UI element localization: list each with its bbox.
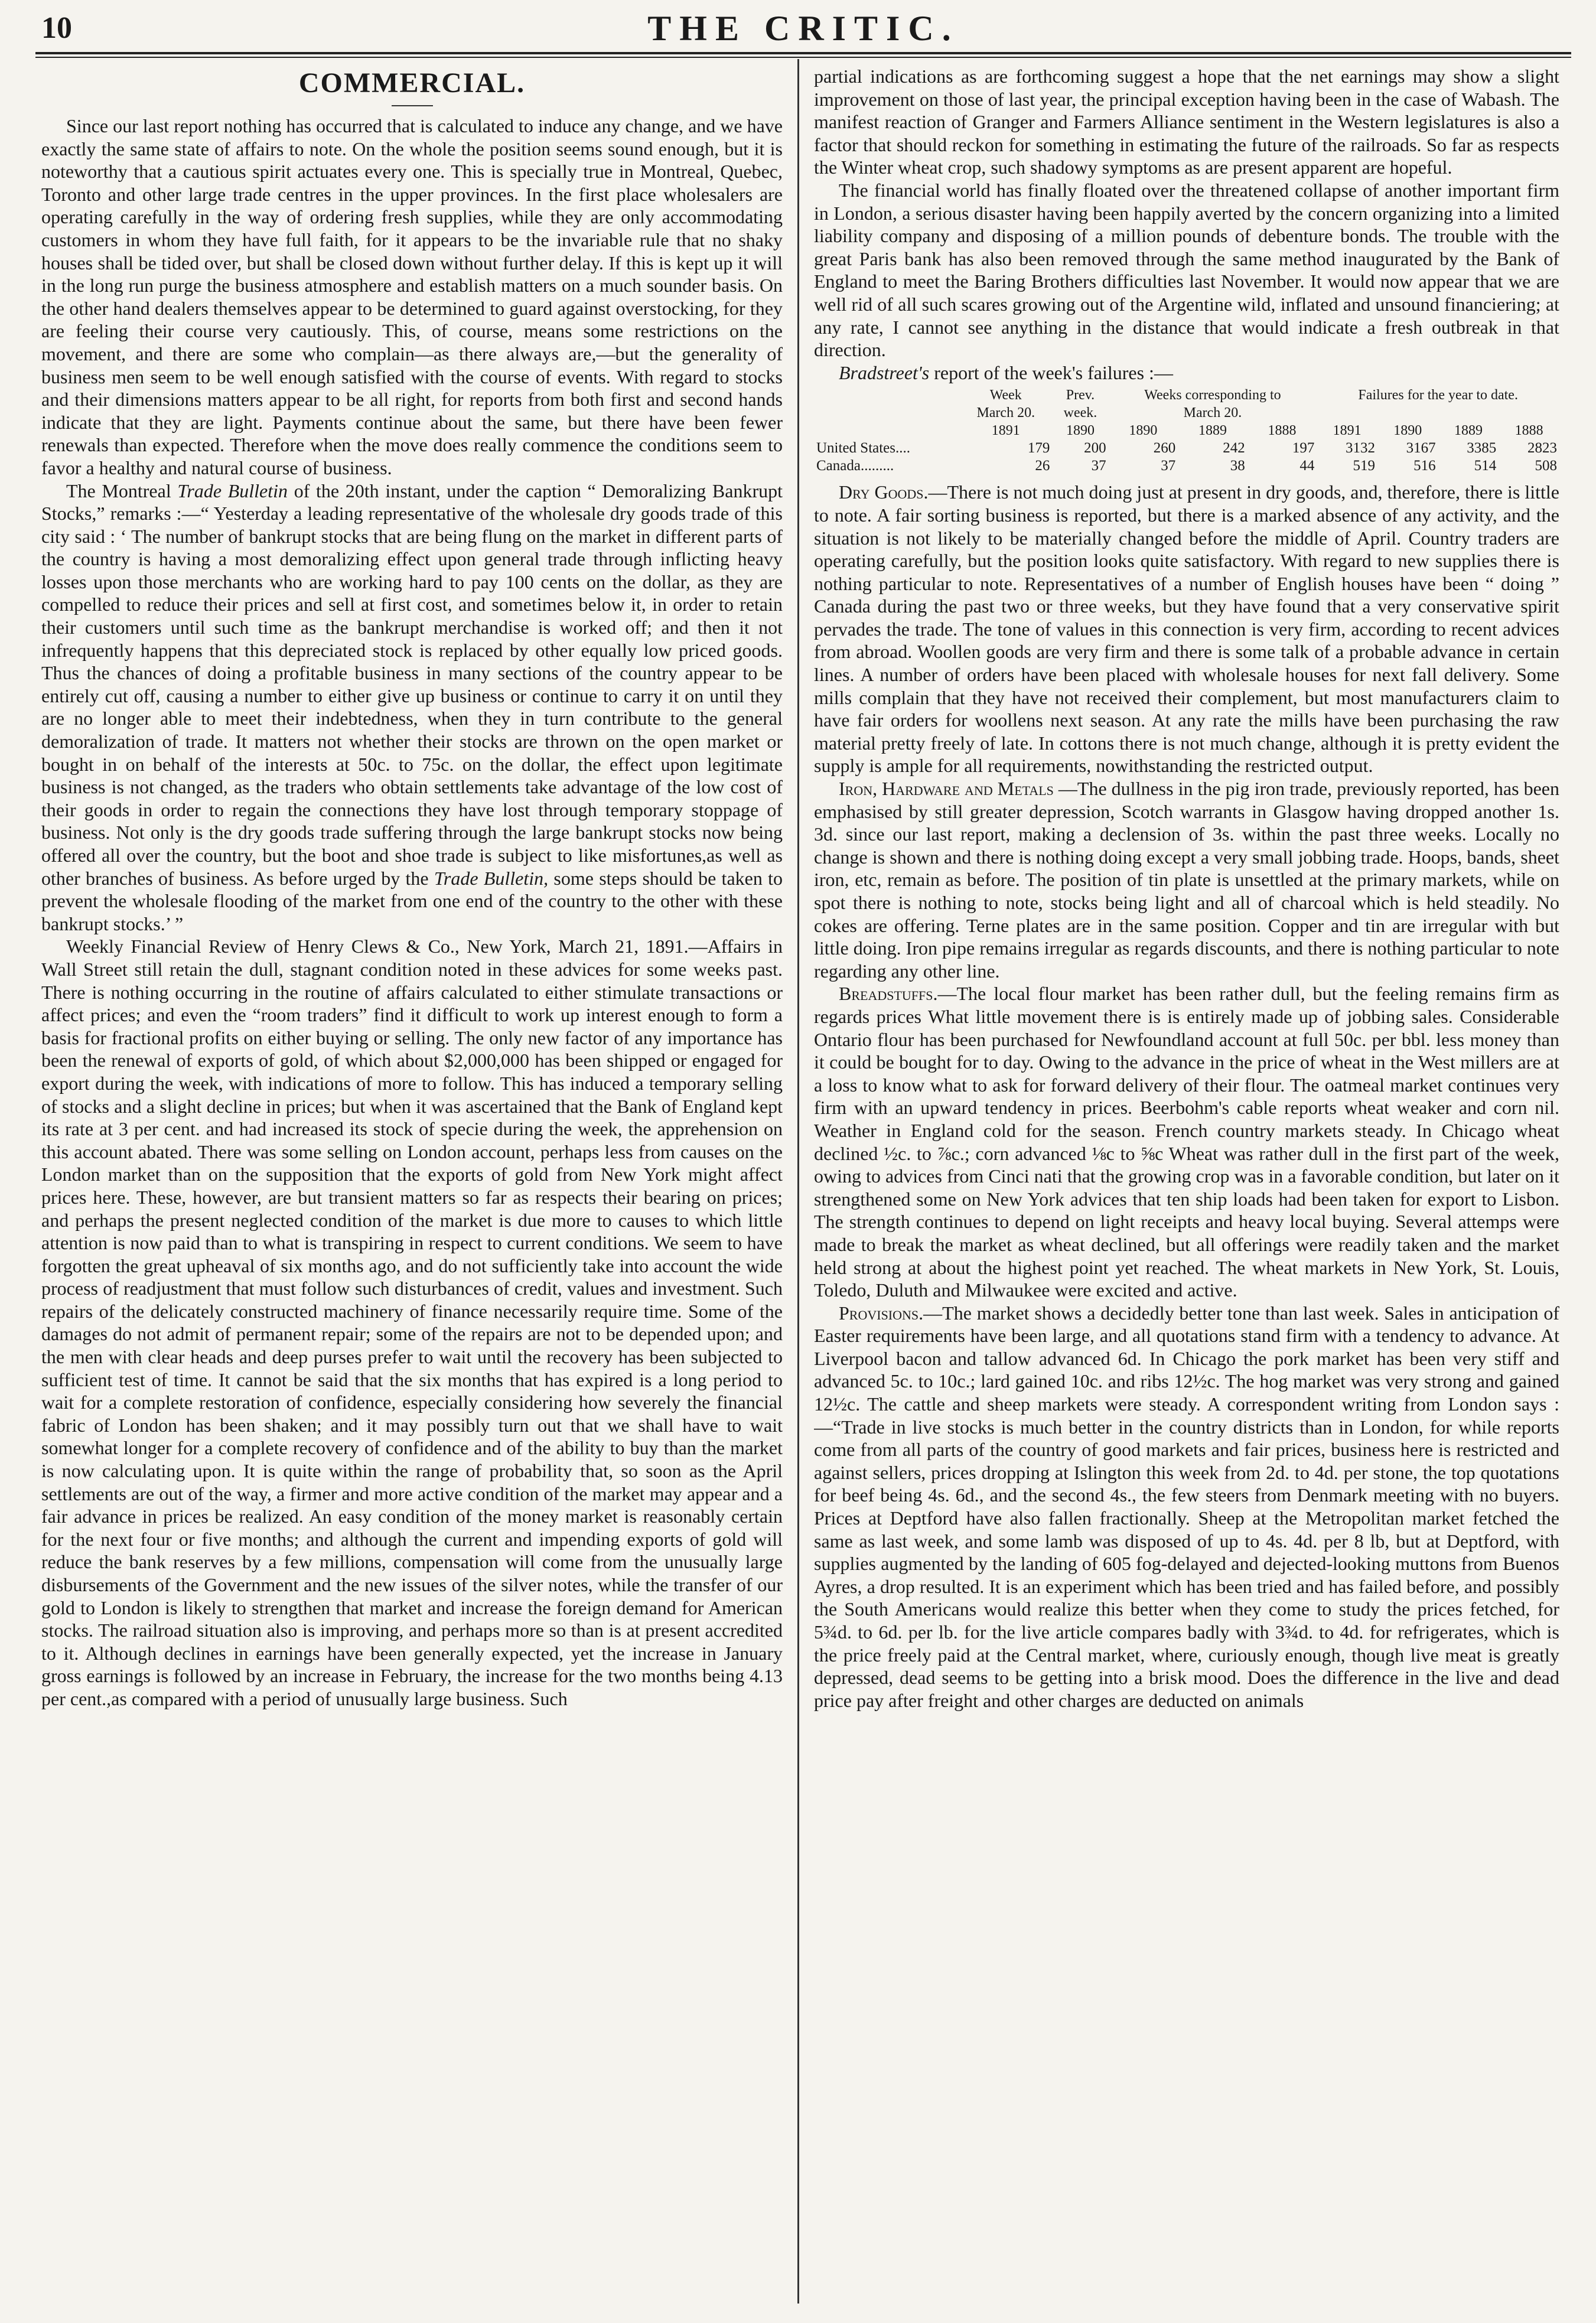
table-cell: 200 xyxy=(1084,440,1106,457)
failures-table xyxy=(814,386,1559,475)
text-run: —The local flour market has been rather dull, but the feeling remains firm as regards prices What little movement there is is entirely made up of jobbing sales. Considerable Ontario flour has been purchased for Newfoundland account at full 50c. per bbl. less money than it could be bought for to day. Owing to the advance in the price of wheat in the West millers are at a loss to know what to ask for forward delivery of their flour. The oatmeal market continues very firm with an upward tendency in prices. Beerbohm's cable reports wheat weaker and corn nil. Weather in England cold for the season. French country markets steady. In Chicago wheat declined ½c. to ⅞c.; corn advanced ⅛c to ⅝c Wheat was rather dull in the first part of the week, owing to advices from Cinci nati that the growing crop was in a favorable condition, but later on it strengthened some on New York advices that ten ship loads had been taken for export to Lisbon. The strength continues to depend on light receipts and heavy local buying. Several attemps were made to break the market as wheat declined, but all offerings were readily taken and the market held strong at about the highest point yet reached. The wheat markets in New York, St. Louis, Toledo, Duluth and Milwaukee were excited and active. xyxy=(814,983,1559,1301)
table-cell: 242 xyxy=(1223,440,1245,457)
year-cell: 1890 xyxy=(1393,423,1422,439)
table-cell: 3132 xyxy=(1345,440,1375,457)
section-title: COMMERCIAL. xyxy=(298,67,526,99)
paragraph-provisions xyxy=(814,1302,1559,1712)
table-header-cell: Weeks corresponding to xyxy=(1144,387,1281,403)
table-cell xyxy=(814,422,959,439)
year-cell: 1889 xyxy=(1454,423,1483,439)
publication-name: Trade Bulletin, xyxy=(434,867,549,889)
paragraph-trade-bulletin xyxy=(41,480,783,936)
page-header xyxy=(41,8,1565,50)
paragraph-bradstreet-intro xyxy=(814,361,1559,385)
text-run: some steps should be taken to prevent the wholesale flooding of the market from one end of the country to the other with these bankrupt stocks.’ ” xyxy=(41,867,783,934)
subsection-heading: Dry Goods. xyxy=(839,481,929,503)
row-label: United States.... xyxy=(816,440,911,457)
table-cell: 37 xyxy=(1161,458,1176,474)
paragraph-financial-world: The financial world has finally floated over the threatened collapse of another important firm in London, a serious disaster having been happily averted by the concern organizing into a limited liability company and disposing of a million pounds of debenture bonds. The trouble with the great Paris bank has also been removed through the same method inaugurated by the Bank of England to meet the Baring Brothers difficulties last November. It would now appear that we are well rid of all such scares growing out of the Argentine wild, inflated and unsound financiering; at any rate, I cannot see anything in the distance that would indicate a fresh outbreak in that direction. xyxy=(814,179,1559,361)
header-rule-thick xyxy=(35,52,1571,54)
subsection-heading: Iron, Hardware and Metals xyxy=(839,778,1054,800)
table-header-cell: March 20. xyxy=(1183,405,1242,421)
year-cell: 1889 xyxy=(1198,423,1227,439)
table-row-canada xyxy=(814,457,1559,475)
table-cell: 44 xyxy=(1299,458,1315,474)
table-cell: 37 xyxy=(1091,458,1106,474)
table-cell: 519 xyxy=(1353,458,1375,474)
table-cell: 38 xyxy=(1230,458,1245,474)
subsection-heading: Provisions. xyxy=(839,1302,924,1324)
table-header-cell: March 20. xyxy=(976,405,1035,421)
column-divider xyxy=(797,59,799,2304)
paragraph-breadstuffs xyxy=(814,982,1559,1301)
year-cell: 1888 xyxy=(1268,423,1297,439)
table-cell: 260 xyxy=(1153,440,1176,457)
text-run: of the 20th instant, under the caption “ Demoralizing Bankrupt Stocks,” remarks :—“ Yesterday a leading representative of the wholesale dry goods trade of this city said : ‘ The number of bankrupt stocks that are being flung on the market in different parts of the country is having a most demoralizing effect upon general trade through inflicting heavy losses upon those merchants who are working hard to pay 100 cents on the dollar, as they are compelled to reduce their prices and sell at first cost, and sometimes below it, in order to retain their customers until such time as the bankrupt merchandise is worked off; and then it not infrequently happens that this depreciated stock is replaced by other equally low priced goods. Thus the chances of doing a profitable business in many sections of the country appear to be entirely cut off, causing a number to either give up business or continue to carry it on until they are no longer able to meet their indebtedness, when they in turn contribute to the general demoralization of trade. It matters not whether their stocks are thrown on the open market or bought in on behalf of the interests at 50c. to 75c. on the dollar, the effect upon legitimate business is not changed, as the traders who obtain settlements take advantage of the low cost of their goods in order to regain the connections they have lost through temporary stoppage of business. Not only is the dry goods trade suffering through the large bankrupt stocks now being offered all over the country, but the boot and shoe trade is subject to like misfortunes,as well as other branches of business. As before urged by the xyxy=(41,480,783,889)
paragraph-continuation: partial indications as are forthcoming suggest a hope that the net earnings may show a slight improvement on those of last year, the principal exception having been in the case of Wabash. The manifest reaction of Granger and Farmers Alliance sentiment in the Western legislatures is also a factor that should reckon for something in estimating the future of the railroads. So far as respects the Winter wheat crop, such shadowy symptoms as are present apparent are hopeful. xyxy=(814,66,1559,178)
year-cell: 1891 xyxy=(991,423,1020,439)
text-run: —The market shows a decidedly better tone than last week. Sales in anticipation of Easter requirements have been large, and all quotations stand firm with a tendency to advance. At Liverpool bacon and tallow advanced 6d. In Chicago the pork market has been very stiff and advanced 5c. to 10c.; lard gained 10c. and ribs 12½c. The hog market was very strong and gained 12½c. The cattle and sheep markets were steady. A correspondent writing from London says :—“Trade in live stocks is much better in the country districts than in London, for while reports come from all parts of the country of good markets and fair prices, business here is restricted and against sellers, prices dropping at Islington this week from 2d. to 4d. per stone, the top quotations for beef being 4s. 6d., and the second 4s., the few steers from Denmark meeting with no buyers. Prices at Deptford have also fallen fractionally. Sheep at the Metropolitan market fetched the same as last week, and some lamb was disposed of up to 4s. 4d. per 8 lb, but at Deptford, with supplies augmented by the landing of 605 fog-delayed and dejected-looking muttons from Buenos Ayres, a drop resulted. It is an experiment which has been tried and has failed before, and possibly the South Americans would realize this better when they come to study the prices fetched, for 5¾d. to 6d. per lb. for the live article compares badly with 3¾d. to 4d. for refrigerates, which is the price freely paid at the Central market, where, curiously enough, though live meat is greatly depressed, dead seems to be getting into a brisk mood. Does the difference in the live and dead price pay after freight and other charges are deducted on animals xyxy=(814,1302,1559,1711)
table-cell: 179 xyxy=(1027,440,1050,457)
year-cell: 1890 xyxy=(1066,423,1095,439)
year-cell: 1890 xyxy=(1129,423,1158,439)
text-run: report of the week's failures :— xyxy=(929,361,1173,383)
table-cell: 197 xyxy=(1292,440,1315,457)
table-cell xyxy=(814,386,959,404)
table-cell: 2823 xyxy=(1527,440,1557,457)
paragraph-iron-hardware xyxy=(814,777,1559,982)
publication-name: Bradstreet's xyxy=(839,361,930,383)
year-cell: 1888 xyxy=(1514,423,1543,439)
journal-title: THE CRITIC. xyxy=(647,9,959,48)
table-cell: 26 xyxy=(1035,458,1050,474)
text-run: —The dullness in the pig iron trade, previously reported, has been emphasised by still greater depression, Scotch warrants in Glasgow having dropped another 1s. 3d. since our last report, making a declension of 3s. within the past three weeks. Locally no change is shown and there is nothing doing except a very small jobbing trade. Hoops, bands, sheet iron, etc, remain as before. The position of tin plate is unsettled at the primary markets, while on spot there is nothing to note, stocks being light and all of charcoal which is held steadily. No cokes are offering. Terne plates are in the same position. Copper and tin are irregular with but little doing. Iron pipe remains irregular as regards discounts, and there is nothing particular to note regarding any other line. xyxy=(814,778,1559,982)
table-row-united-states xyxy=(814,439,1559,457)
table-header-row xyxy=(814,404,1559,422)
table-cell: 508 xyxy=(1535,458,1557,474)
year-cell: 1891 xyxy=(1333,423,1362,439)
table-cell: 3167 xyxy=(1406,440,1436,457)
table-header-cell: week. xyxy=(1063,405,1097,421)
table-cell: 516 xyxy=(1413,458,1436,474)
table-header-cell: Week xyxy=(989,387,1022,403)
paragraph-market-report: Since our last report nothing has occurred that is calculated to induce any change, and we have exactly the same state of affairs to note. On the whole the position seems sound enough, but it is noteworthy that a cautious spirit actuates every one. This is specially true in Montreal, Quebec, Toronto and other large trade centres in the upper provinces. In the first place wholesalers are operating carefully in the way of ordering fresh supplies, while they are only accommodating customers in whom they have full faith, for it appears to be the invariable rule that no shaky houses shall be tided over, but shall be closed down without further delay. If this is kept up it will in the long run purge the business atmosphere and establish matters on a much sounder basis. On the other hand dealers themselves appear to be determined to guard against overstocking, for they are feeling their course very cautiously. This, of course, means some restrictions on the movement, and there are some who complain—as there always are,—but the generality of business men seem to be well enough satisfied with the course of events. With regard to stocks and their dimensions matters appear to be all right, for reports from both first and second hands indicate that they are light. Payments continue about the same, but there have been fewer renewals than expected. Therefore when the move does really commence the conditions seem to favor a healthy and natural course of business. xyxy=(41,115,783,478)
table-cell xyxy=(1317,404,1559,422)
left-column xyxy=(41,65,783,2304)
title-rule xyxy=(392,105,433,106)
publication-name: Trade Bulletin xyxy=(177,480,288,501)
paragraph-financial-review: Weekly Financial Review of Henry Clews & Co., New York, March 21, 1891.—Affairs in Wall Street still retain the dull, stagnant condition noted in these advices for some weeks past. There is nothing occurring in the routine of affairs calculated to either stimulate transactions or affect prices; and even the “room traders” find it difficult to work up interest enough to form a basis for fractional profits on either buying or selling. The only new factor of any importance has been the renewal of exports of gold, of which about $2,000,000 has been shipped or engaged for export during the week, with indications of more to follow. This has induced a temporary selling of stocks and a slight decline in prices; but when it was ascertained that the Bank of England kept its rate at 3 per cent. and had increased its stock of specie during the week, the apprehension on this account abated. There was some selling on London account, perhaps less from causes on the London market than on the supposition that the exports of gold from New York might affect prices here. These, however, are but transient matters so far as respects their bearing on prices; and perhaps the present neglected condition of the market is due more to causes to which little attention is now paid than to what is transpiring in respect to current conditions. We seem to have forgotten the great upheaval of six months ago, and do not sufficiently take into account the wide process of readjustment that must follow such disturbances of credit, values and investment. Such repairs of the delicately constructed machinery of finance necessarily require time. Some of the damages do not admit of permanent repair; some of the repairs are not to be depended upon; and the men with clear heads and deep purses prefer to wait until the recovery has been subjected to sufficient test of time. It cannot be said that the six months that has expired is a long period to wait for a complete restoration of confidence, especially considering how severely the financial fabric of London has been shaken; and it may possibly turn out that we shall have to wait somewhat longer for a complete recovery of confidence and of the ability to buy than the market is now calculating upon. It is quite within the range of probability that, so soon as the April settlements are out of the way, a firmer and more active condition of the market may appear and a fair advance in prices be realized. An easy condition of the money market is reasonably certain for the next four or five months; and although the current and impending exports of gold will reduce the bank reserves by a few millions, compensation will come from the unusually large disbursements of the Government and the new issues of the silver notes, while the transfer of our gold to London is likely to strengthen that market and increase the foreign demand for American stocks. The railroad situation also is improving, and perhaps more so than is at present accredited to it. Although declines in earnings have been generally expected, yet the increase in January gross earnings is followed by an increase in February, the increase for the two months being 4.13 per cent.,as compared with a period of unusually large business. Such xyxy=(41,936,783,1709)
text-run: The Montreal xyxy=(66,480,178,501)
table-header-row xyxy=(814,386,1559,404)
table-cell: 514 xyxy=(1474,458,1497,474)
table-header-cell: Failures for the year to date. xyxy=(1358,387,1518,403)
table-header-cell: Prev. xyxy=(1066,387,1095,403)
text-run: —There is not much doing just at present in dry goods, and, therefore, there is little to note. A fair sorting business is reported, but there is a marked absence of any activity, and the situation is not likely to be materially changed before the middle of April. Country traders are operating carefully, but the position looks quite satisfactory. With regard to new supplies there is nothing particular to note. Representatives of a number of English houses have been “ doing ” Canada during the past two or three weeks, but they have found that a very conservative spirit pervades the trade. The tone of values in this connection is very firm, according to recent advices from abroad. Woollen goods are very firm and there is some talk of a probable advance in certain lines. A number of orders have been placed with wholesale houses for next fall delivery. Some mills complain that they have not received their complement, but most manufacturers claim to have fair orders for woollens next season. At any rate the mills have been purchasing the raw material pretty freely of late. In cottons there is not much change, although it is pretty evident the supply is ample for all requirements, nowithstanding the restricted output. xyxy=(814,481,1559,777)
subsection-heading: Breadstuffs. xyxy=(839,983,938,1005)
table-cell: 3385 xyxy=(1467,440,1497,457)
table-cell xyxy=(814,404,959,422)
right-column xyxy=(814,65,1559,2304)
row-label: Canada......... xyxy=(816,458,894,474)
table-year-row xyxy=(814,422,1559,439)
paragraph-dry-goods xyxy=(814,481,1559,777)
header-rule-thin xyxy=(35,57,1571,58)
page-number: 10 xyxy=(41,11,72,45)
